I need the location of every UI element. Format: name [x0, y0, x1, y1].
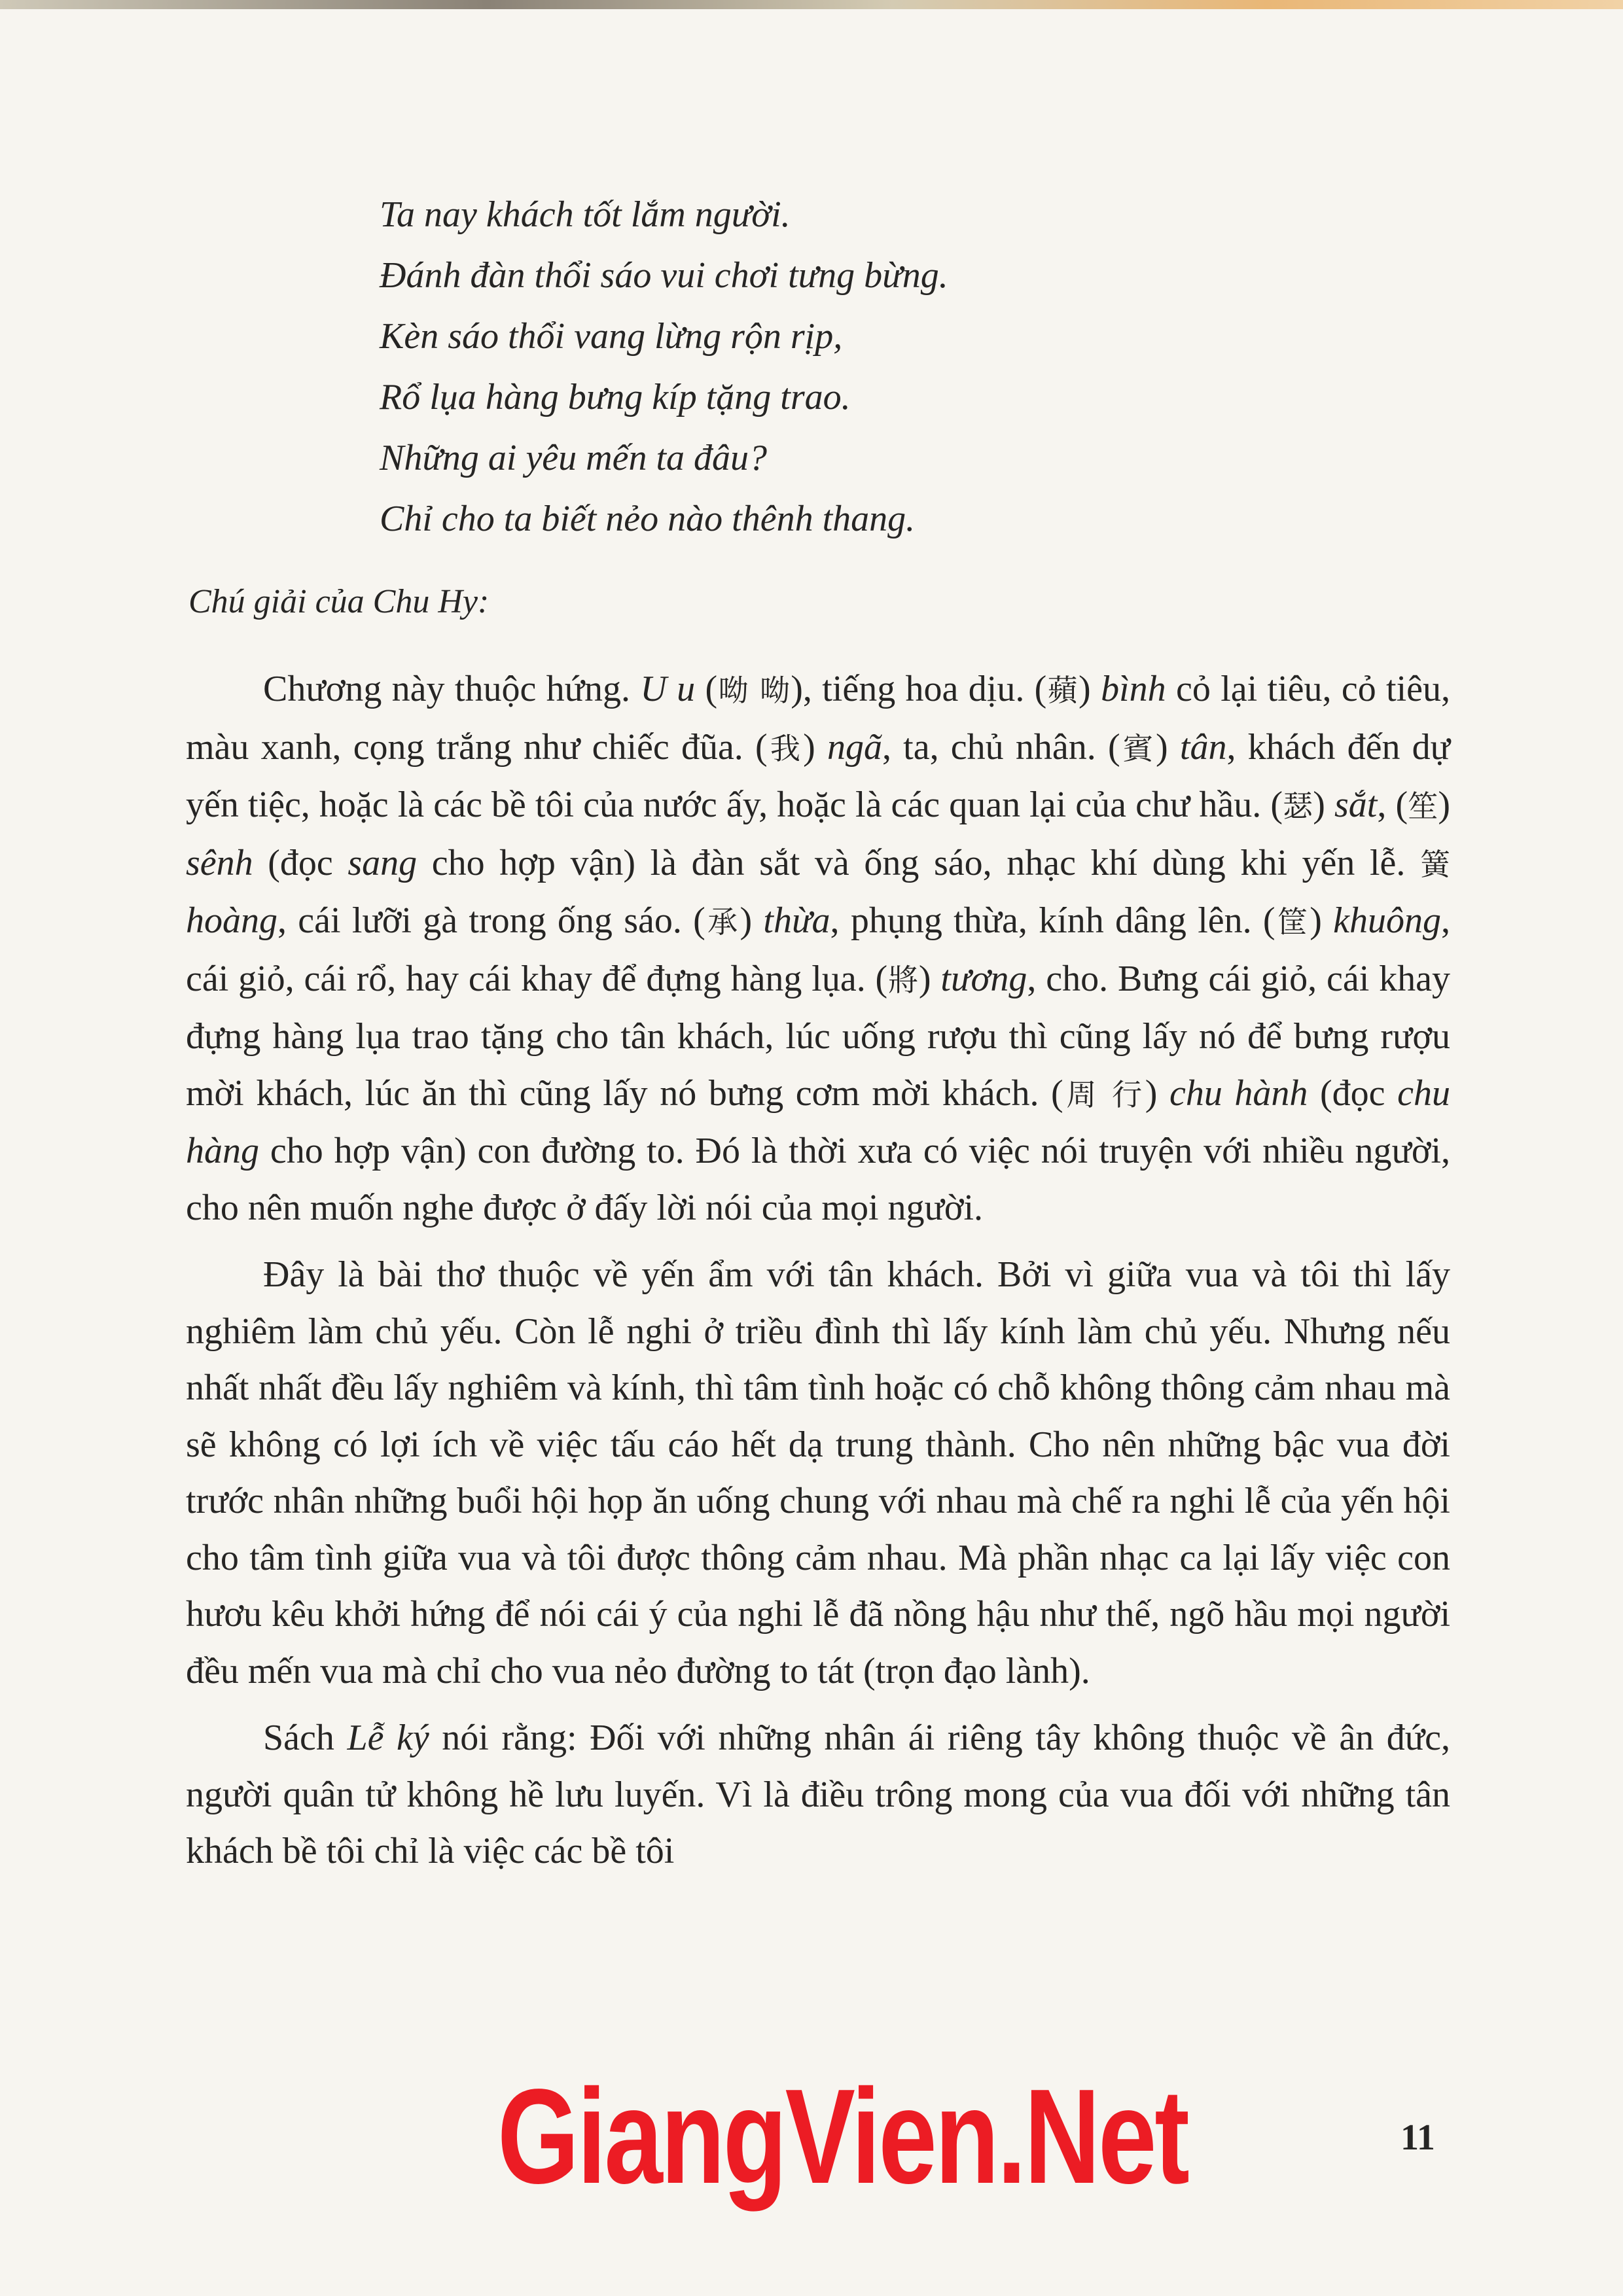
chinese-characters: 簧	[1420, 846, 1450, 882]
site-watermark: GiangVien.Net	[497, 2061, 1188, 2212]
term-italic: bình	[1101, 669, 1166, 709]
text-run: , phụng thừa, kính dâng lên. (	[830, 900, 1275, 941]
text-run: , (	[1377, 785, 1408, 825]
chinese-characters: 呦 呦	[717, 673, 791, 708]
text-run: , cho. Bưng cái giỏ, cái khay đựng hàng lụa trao tặng cho tân khách, lúc uống rượu thì cũng lấy nó để bưng rượu mời khách, lúc ăn thì cũng lấy nó bưng cơm mời khách. (	[186, 958, 1450, 1114]
poem-line: Rổ lụa hàng bưng kíp tặng trao.	[380, 377, 851, 417]
term-italic: chu hành	[1169, 1072, 1308, 1114]
chinese-characters: 筐	[1275, 904, 1310, 940]
text-run: , ta, chủ nhân. (	[882, 726, 1120, 768]
text-run: nói rằng: Đối với những nhân ái riêng tây không thuộc về ân đức, người quân tử không hề lưu luyến. Vì là điều trông mong của vua đối với những tân khách bề tôi chỉ là việc các bề tôi	[186, 1718, 1450, 1871]
text-run: )	[1079, 669, 1101, 709]
page-number: 11	[1400, 2117, 1435, 2158]
text-run: (đọc	[1308, 1072, 1398, 1114]
term-italic: ngã	[827, 726, 882, 768]
poem-line: Đánh đàn thổi sáo vui chơi tưng bừng.	[380, 255, 948, 296]
text-run: )	[803, 726, 827, 768]
text-run: )	[918, 958, 941, 999]
poem-line: Ta nay khách tốt lắm người.	[380, 194, 791, 235]
poem-line: Chỉ cho ta biết nẻo nào thênh thang.	[380, 499, 916, 539]
text-run: )	[1156, 726, 1180, 768]
text-run: , khách đến dự yến tiệc, hoặc là các bề tôi của nước ấy, hoặc là các quan lại của chư hầu. (	[186, 726, 1451, 825]
term-italic: hoàng	[186, 900, 277, 941]
commentary-body	[186, 661, 1450, 1890]
term-italic: khuông	[1333, 900, 1441, 941]
text-run: , cái giỏ, cái rổ, hay cái khay để đựng hàng lụa. (	[186, 900, 1450, 999]
chinese-characters: 承	[705, 904, 740, 940]
page-top-edge	[0, 0, 1623, 9]
chinese-characters: 將	[887, 962, 919, 998]
term-italic: tương	[940, 958, 1027, 999]
term-italic: sắt	[1334, 785, 1378, 825]
text-run: Chương này thuộc hứng.	[263, 669, 641, 709]
chinese-characters: 蘋	[1046, 673, 1079, 708]
chinese-characters: 瑟	[1283, 788, 1313, 824]
commentary-paragraph-3	[186, 1710, 1450, 1880]
text-run: )	[1145, 1072, 1169, 1114]
chinese-characters: 笙	[1408, 788, 1438, 824]
text-run: )	[740, 900, 764, 941]
poem-line: Những ai yêu mến ta đâu?	[380, 438, 768, 478]
commentary-paragraph-2: Đây là bài thơ thuộc về yến ẩm với tân khách. Bởi vì giữa vua và tôi thì lấy nghiêm làm chủ yếu. Còn lễ nghi ở triều đình thì lấy kính làm chủ yếu. Nhưng nếu nhất nhất đều lấy nghiêm và kính, thì tâm tình hoặc có chỗ không thông cảm nhau mà sẽ không có lợi ích về việc tấu cáo hết dạ trung thành. Cho nên những bậc vua đời trước nhân những buổi hội họp ăn uống chung với nhau mà chế ra nghi lễ của yến hội cho tâm tình giữa vua và tôi được thông cảm nhau. Mà phần nhạc ca lại lấy việc con hươu kêu khởi hứng để nói cái ý của nghi lễ đã nồng hậu như thế, ngõ hầu mọi người đều mến vua mà chỉ cho vua nẻo đường to tát (trọn đạo lành).	[186, 1254, 1450, 1691]
book-title-italic: Lễ ký	[347, 1718, 429, 1758]
text-run: Sách	[263, 1718, 348, 1758]
commentary-heading: Chú giải của Chu Hy:	[188, 583, 490, 620]
text-run: cỏ lại tiêu, cỏ tiêu, màu xanh, cọng trắng như chiếc đũa. (	[186, 669, 1451, 768]
text-run: )	[1313, 785, 1334, 825]
term-italic: U u	[640, 669, 696, 709]
text-run: (đọc	[253, 842, 348, 883]
term-italic: tân	[1179, 726, 1227, 768]
text-run: , cái lưỡi gà trong ống sáo. (	[277, 900, 705, 941]
term-italic: sênh	[186, 842, 253, 883]
poem-line: Kèn sáo thổi vang lừng rộn rịp,	[380, 316, 843, 357]
commentary-paragraph-1	[186, 661, 1450, 1236]
text-run: cho hợp vận) con đường to. Đó là thời xưa có việc nói truyện với nhiều người, cho nên muốn nghe được ở đấy lời nói của mọi người.	[186, 1131, 1450, 1228]
term-italic: sang	[348, 842, 418, 883]
chinese-characters: 我	[767, 730, 804, 766]
term-italic: chu hàng	[186, 1072, 1450, 1171]
text-run: ), tiếng hoa dịu. (	[791, 669, 1047, 709]
chinese-characters: 周 行	[1063, 1076, 1145, 1112]
term-italic: thừa	[763, 900, 830, 941]
chinese-characters: 賓	[1120, 730, 1156, 766]
text-run: cho hợp vận) là đàn sắt và ống sáo, nhạc khí dùng khi yến lễ.	[417, 842, 1420, 883]
text-run: )	[1310, 900, 1334, 941]
poem-stanza	[380, 185, 1361, 550]
text-run: (	[695, 669, 718, 709]
text-run: )	[1438, 785, 1450, 825]
